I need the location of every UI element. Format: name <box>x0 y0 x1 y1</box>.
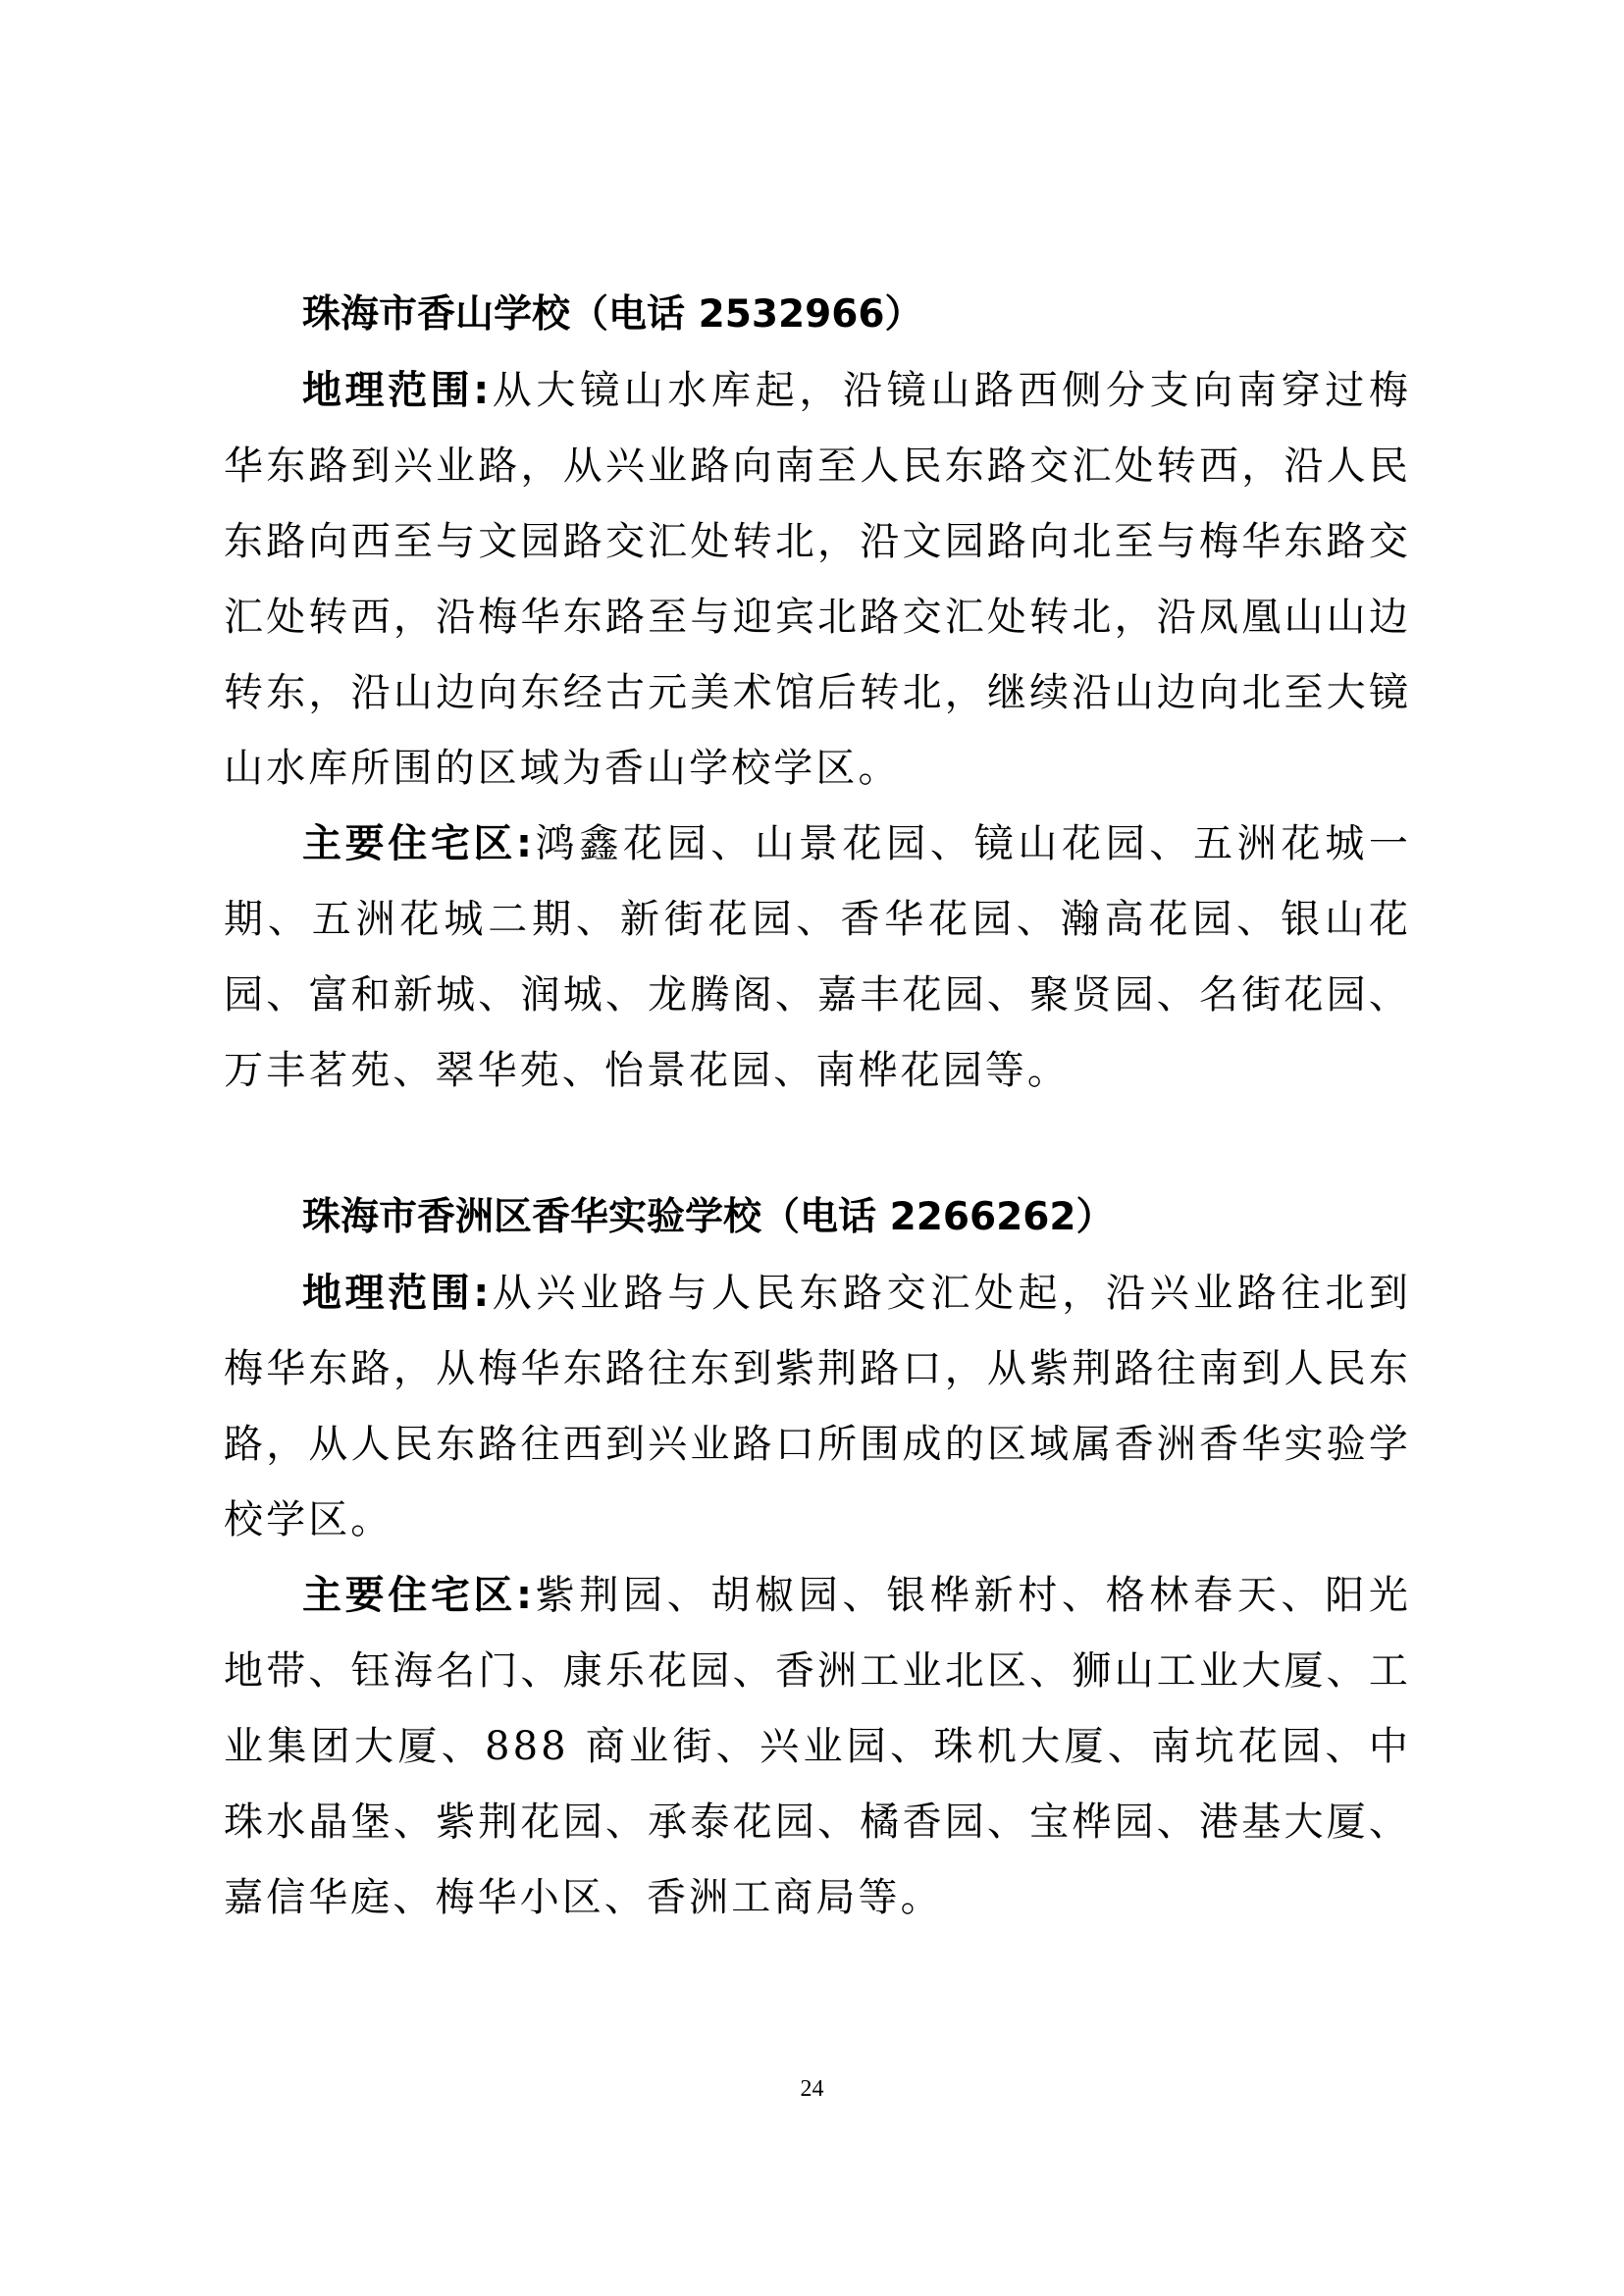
residential-areas-text: 鸿鑫花园、山景花园、镜山花园、五洲花城一期、五洲花城二期、新街花园、香华花园、瀚高花园、银山花园、富和新城、润城、龙腾阁、嘉丰花园、聚贤园、名街花园、万丰茗苑、翠华苑、怡景花园、南桦花园等。 <box>224 821 1411 1093</box>
geographic-scope-text: 从兴业路与人民东路交汇处起，沿兴业路往北到梅华东路，从梅华东路往东到紫荆路口，从紫荆路往南到人民东路，从人民东路往西到兴业路口所围成的区域属香洲香华实验学校学区。 <box>224 1271 1411 1542</box>
geographic-scope-paragraph <box>224 1256 1411 1558</box>
geographic-scope-label: 地理范围: <box>302 368 492 413</box>
school-section-xianghua <box>224 1179 1411 1936</box>
geographic-scope-paragraph <box>224 353 1411 807</box>
school-title: 珠海市香山学校（电话 2532966） <box>302 292 923 337</box>
residential-areas-label: 主要住宅区: <box>302 1573 534 1618</box>
geographic-scope-text: 从大镜山水库起，沿镜山路西侧分支向南穿过梅华东路到兴业路，从兴业路向南至人民东路交汇处转西，沿人民东路向西至与文园路交汇处转北，沿文园路向北至与梅华东路交汇处转西，沿梅华东路至与迎宾北路交汇处转北，沿凤凰山山边转东，沿山边向东经古元美术馆后转北，继续沿山边向北至大镜山水库所围的区域为香山学校学区。 <box>224 368 1411 791</box>
school-title: 珠海市香洲区香华实验学校（电话 2266262） <box>302 1195 1115 1239</box>
residential-areas-paragraph <box>224 1558 1411 1936</box>
school-section-xiangshan <box>224 277 1411 1109</box>
geographic-scope-label: 地理范围: <box>302 1271 492 1316</box>
page-number: 24 <box>800 2076 824 2102</box>
residential-areas-paragraph <box>224 807 1411 1109</box>
residential-areas-label: 主要住宅区: <box>302 821 534 866</box>
residential-areas-text: 紫荆园、胡椒园、银桦新村、格林春天、阳光地带、钰海名门、康乐花园、香洲工业北区、狮山工业大厦、工业集团大厦、888 商业街、兴业园、珠机大厦、南坑花园、中珠水晶堡、紫荆花园、承泰花园、橘香园、宝桦园、港基大厦、嘉信华庭、梅华小区、香洲工商局等。 <box>224 1573 1411 1920</box>
